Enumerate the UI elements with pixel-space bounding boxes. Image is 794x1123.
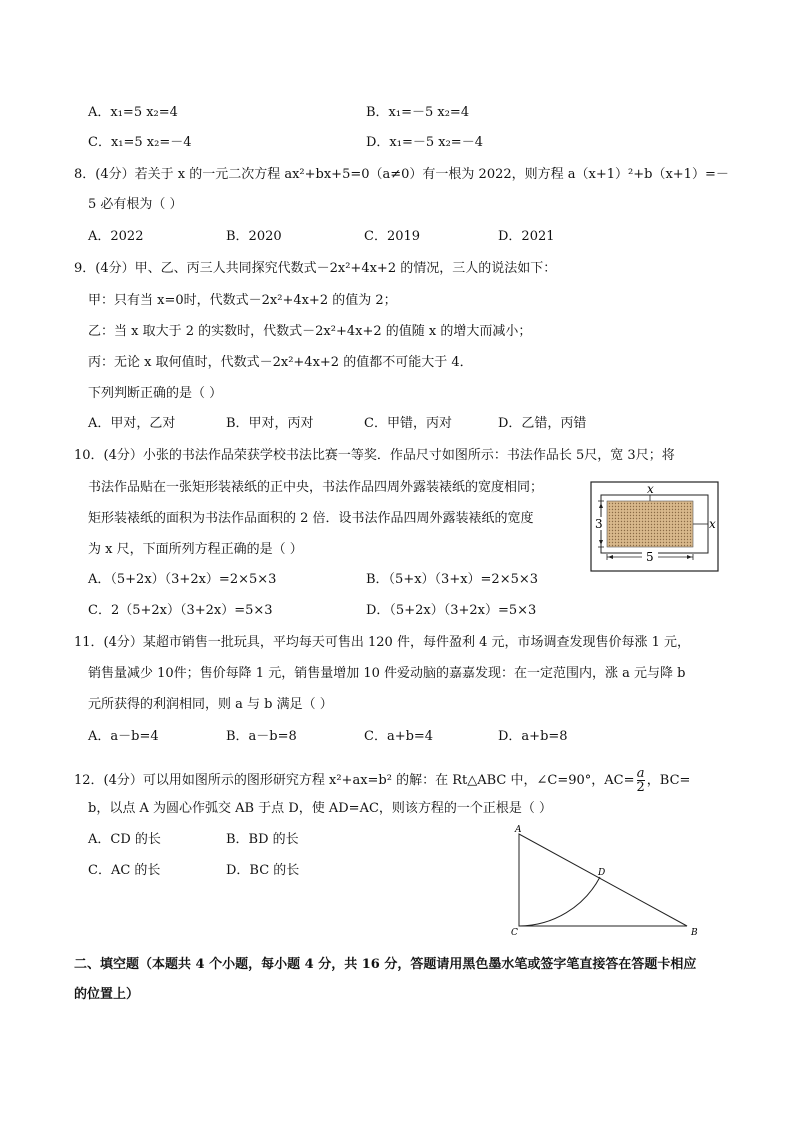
right-triangle-figure — [508, 822, 708, 940]
point-label-a: A — [515, 825, 522, 835]
q9-option-c: C．甲错，丙对 — [364, 416, 452, 431]
figure-label-x-top: x — [647, 482, 654, 496]
point-label-c: C — [511, 928, 518, 938]
q9-statement-bing: 丙：无论 x 取何值时，代数式－2x²+4x+2 的值都不可能大于 4． — [88, 355, 473, 370]
q12-option-c: C．AC 的长 — [88, 863, 161, 878]
q11-stem-line1: 11．(4分）某超市销售一批玩具，平均每天可售出 120 件，每件盈利 4 元，市场调查发现售价每涨 1 元， — [74, 635, 691, 650]
arc-cd — [519, 877, 600, 926]
q10-stem-line3: 矩形装裱纸的面积为书法作品面积的 2 倍．设书法作品四周外露装裱纸的宽度 — [88, 511, 534, 526]
q10-option-d: D．（5+2x）（3+2x）=5×3 — [366, 603, 537, 618]
fraction-a-over-2 — [637, 767, 645, 794]
figure-label-5: 5 — [646, 550, 654, 564]
point-label-b: B — [691, 928, 698, 938]
q7-option-d: D．x₁=－5 x₂=－4 — [366, 135, 483, 150]
q7-option-c: C．x₁=5 x₂=－4 — [88, 135, 192, 150]
q11-option-c: C．a+b=4 — [364, 729, 434, 744]
section2-heading-line1: 二、填空题（本题共 4 个小题，每小题 4 分，共 16 分，答题请用黑色墨水笔或签字笔直接答在答题卡相应 — [74, 957, 697, 972]
q11-stem-line3: 元所获得的利润相同，则 a 与 b 满足（ ） — [88, 697, 333, 712]
q7-option-b: B．x₁=－5 x₂=4 — [366, 105, 470, 120]
q9-option-a: A．甲对，乙对 — [88, 416, 176, 431]
q11-option-d: D．a+b=8 — [498, 729, 568, 744]
fraction-numerator: a — [636, 766, 645, 781]
q11-stem-line2: 销售量减少 10件；售价每降 1 元，销售量增加 10 件爱动脑的嘉嘉发现：在一定范围内，涨 a 元与降 b — [88, 666, 686, 681]
calligraphy-figure — [590, 481, 720, 573]
q8-option-a: A．2022 — [88, 229, 144, 244]
q12-stem-line1 — [74, 767, 690, 794]
q9-question: 下列判断正确的是（ ） — [88, 386, 223, 401]
fraction-denominator: 2 — [636, 780, 645, 795]
q12-stem-line1-tail: ，BC= — [646, 773, 691, 788]
figure-label-3: 3 — [595, 517, 603, 531]
q10-stem-line2: 书法作品贴在一张矩形装裱纸的正中央，书法作品四周外露装裱纸的宽度相同； — [88, 480, 544, 495]
figure-label-x-right: x — [709, 517, 716, 531]
q8-stem-line1: 8．(4分）若关于 x 的一元二次方程 ax²+bx+5=0（a≠0）有一根为 2022，则方程 a（x+1）²+b（x+1）=－ — [74, 167, 729, 182]
q12-option-a: A．CD 的长 — [88, 832, 161, 847]
q12-stem-line2: b，以点 A 为圆心作弧交 AB 于点 D，使 AD=AC，则该方程的一个正根是（ ） — [88, 801, 553, 816]
q9-statement-yi: 乙：当 x 取大于 2 的实数时，代数式－2x²+4x+2 的值随 x 的增大而减小； — [88, 324, 532, 339]
q8-option-c: C．2019 — [364, 229, 421, 244]
q12-option-b: B．BD 的长 — [226, 832, 299, 847]
q10-option-a: A．（5+2x）（3+2x）=2×5×3 — [88, 572, 277, 587]
q9-statement-jia: 甲：只有当 x=0时，代数式－2x²+4x+2 的值为 2； — [88, 293, 397, 308]
q10-option-c: C．2（5+2x）（3+2x）=5×3 — [88, 603, 273, 618]
q11-option-b: B．a－b=8 — [226, 729, 297, 744]
q9-stem-line1: 9．(4分）甲、乙、丙三人共同探究代数式－2x²+4x+2 的情况，三人的说法如下： — [74, 261, 557, 276]
q9-option-b: B．甲对，丙对 — [226, 416, 314, 431]
q12-option-d: D．BC 的长 — [226, 863, 300, 878]
q10-stem-line1: 10．(4分）小张的书法作品荣获学校书法比赛一等奖．作品尺寸如图所示：书法作品长 5尺，宽 3尺；将 — [74, 448, 675, 463]
q8-stem-line2: 5 必有根为（ ） — [88, 197, 183, 212]
q9-option-d: D．乙错，丙错 — [498, 416, 587, 431]
q10-option-b: B．（5+x）（3+x）=2×5×3 — [366, 572, 539, 587]
section2-heading-line2: 的位置上） — [74, 987, 140, 1002]
calligraphy-work — [607, 501, 693, 547]
q12-stem-line1-text: 12．(4分）可以用如图所示的图形研究方程 x²+ax=b² 的解：在 Rt△ABC 中，∠C=90°，AC= — [74, 773, 635, 788]
q8-option-d: D．2021 — [498, 229, 555, 244]
q11-option-a: A．a－b=4 — [88, 729, 159, 744]
triangle-abc — [519, 834, 687, 926]
point-label-d: D — [598, 868, 606, 878]
q8-option-b: B．2020 — [226, 229, 282, 244]
q10-stem-line4: 为 x 尺，下面所列方程正确的是（ ） — [88, 542, 303, 557]
q7-option-a: A．x₁=5 x₂=4 — [88, 105, 178, 120]
